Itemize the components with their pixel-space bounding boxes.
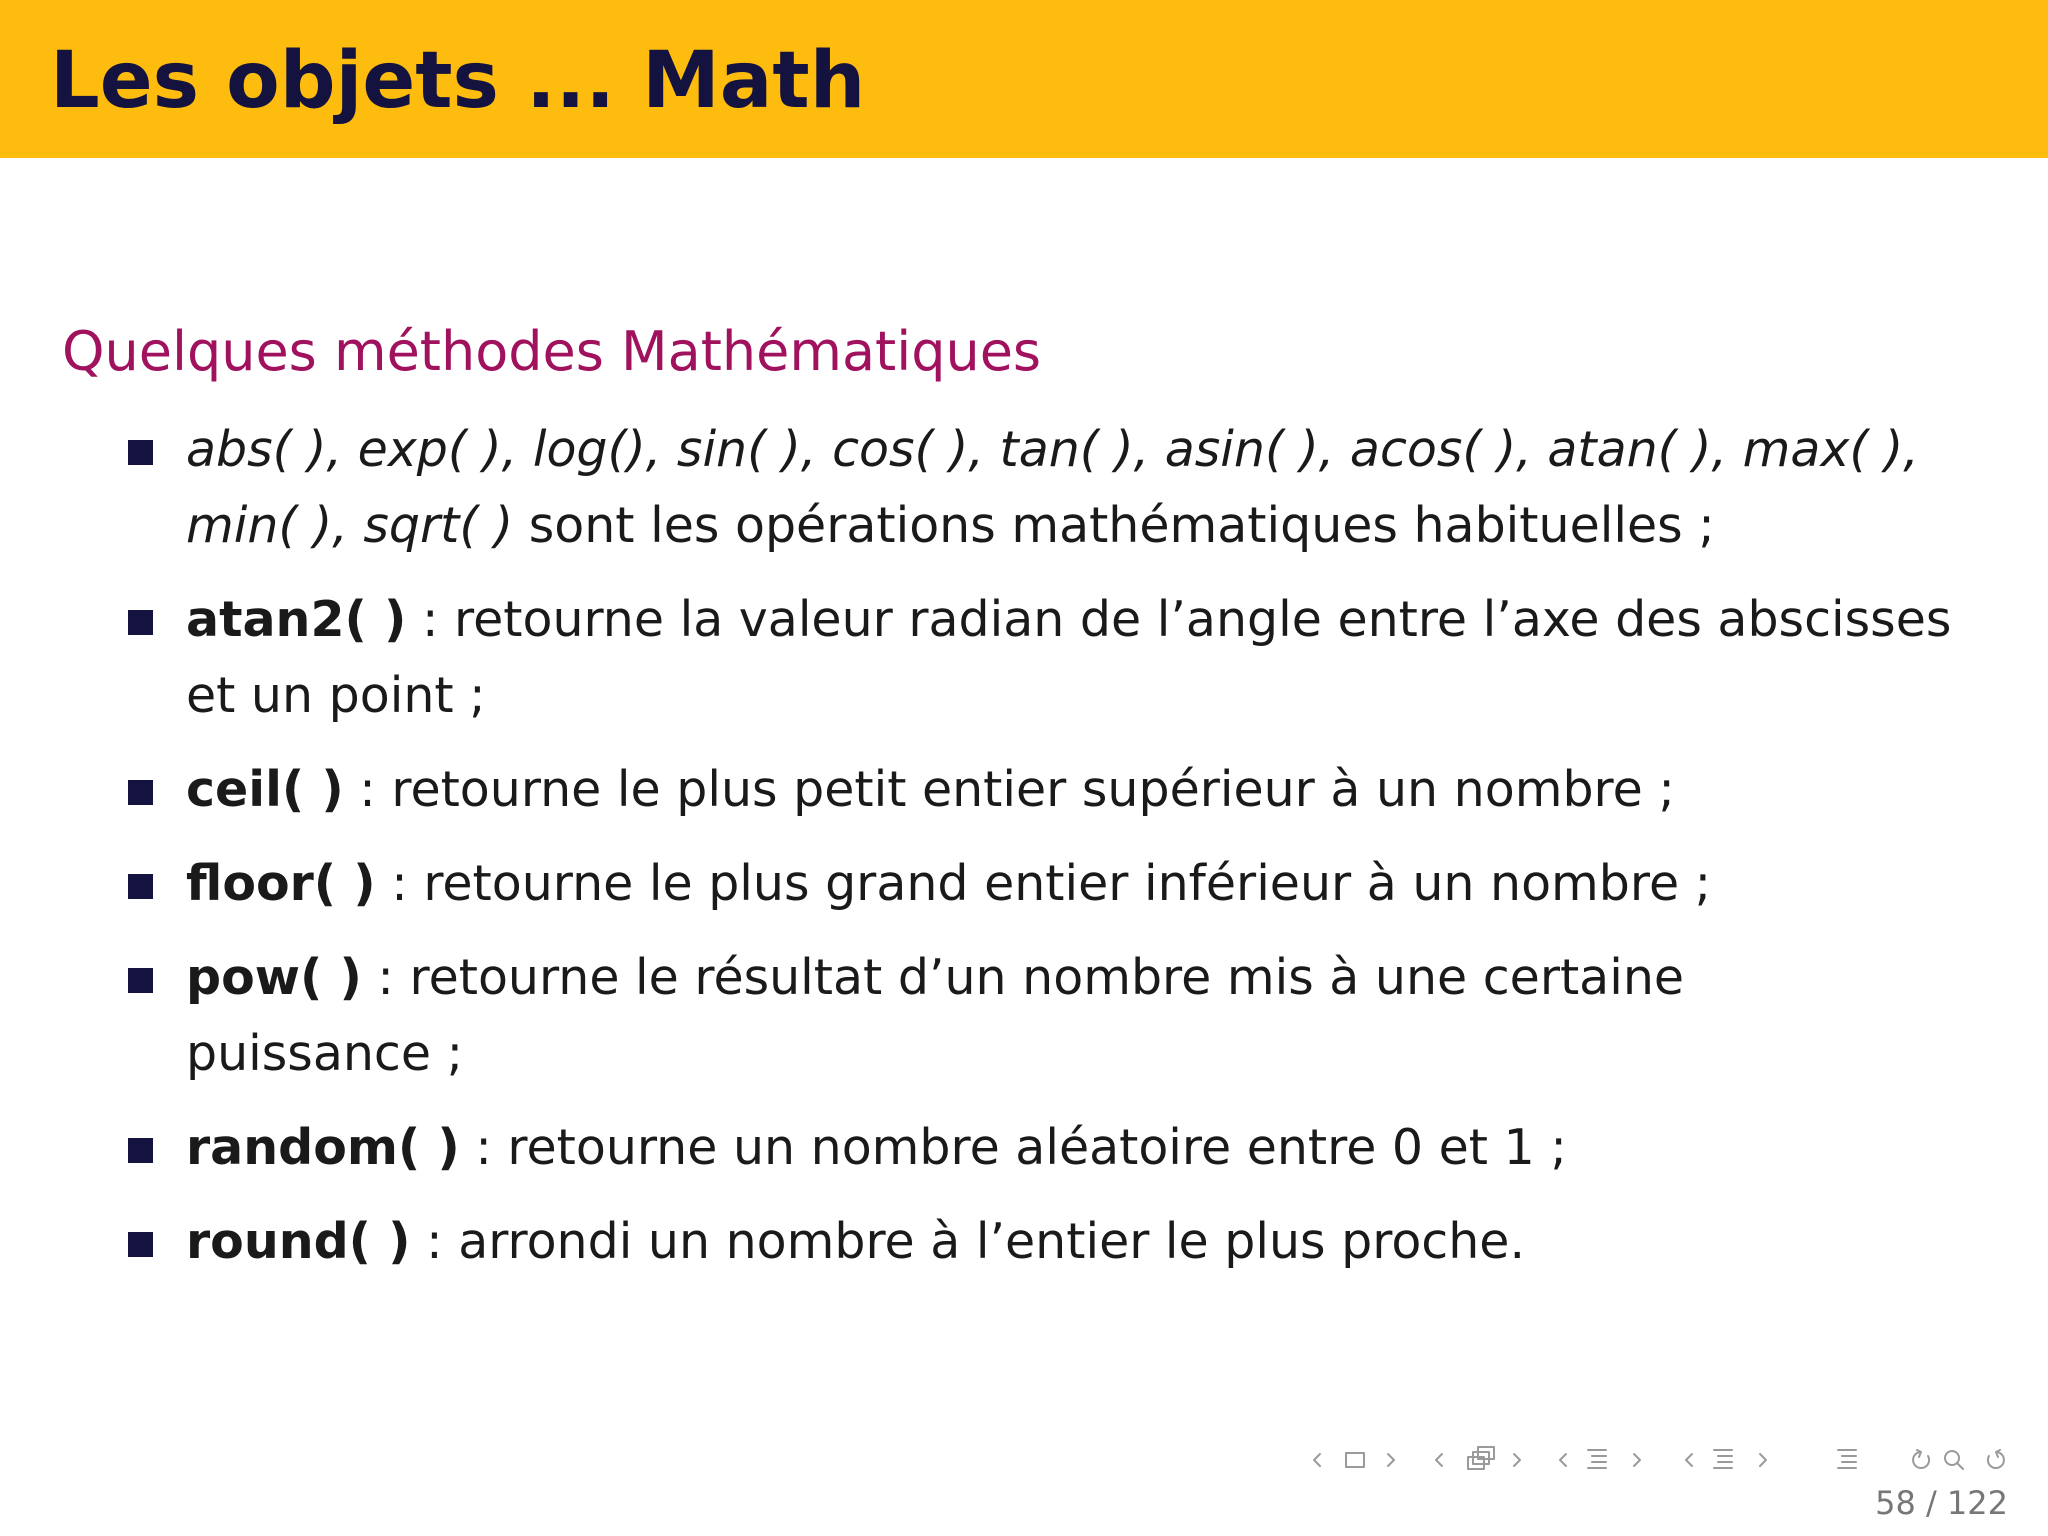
bullet-square-icon <box>128 780 153 805</box>
item-method-name: round( ) <box>186 1213 411 1270</box>
item-method-name: random( ) <box>186 1119 460 1176</box>
subsection-icon <box>1468 1447 1494 1469</box>
back-icon <box>1913 1450 1929 1468</box>
next-section-arrow-icon <box>1634 1454 1640 1466</box>
section-icon <box>1588 1450 1606 1468</box>
frame-navigation[interactable] <box>1314 1453 1394 1467</box>
bullet-square-icon <box>128 968 153 993</box>
item-method-name: atan2( ) <box>186 591 407 648</box>
frame-icon <box>1346 1453 1364 1467</box>
block-title: Quelques méthodes Mathématiques <box>62 320 1042 383</box>
slide-title: Les objets ... Math <box>50 36 866 126</box>
section-navigation[interactable] <box>1560 1450 1640 1468</box>
list-item-ceil <box>0 752 2006 828</box>
bullet-square-icon <box>128 1232 153 1257</box>
title-bar <box>0 0 2048 158</box>
appendix-icon[interactable] <box>1838 1450 1856 1468</box>
bullet-square-icon <box>128 874 153 899</box>
item-description: sont les opérations mathématiques habituelles ; <box>513 497 1715 554</box>
item-functions: abs( ), exp( ), log(), sin( ), cos( ), tan( ), asin( ), acos( ), atan( ), max( ), min( ), sqrt( ) <box>186 421 1919 554</box>
item-description: : arrondi un nombre à l’entier le plus proche. <box>410 1213 1526 1270</box>
prev-subsection-arrow-icon <box>1436 1454 1442 1466</box>
item-description: : retourne le plus grand entier inférieur à un nombre ; <box>375 855 1712 912</box>
list-item-pow <box>0 940 1806 1092</box>
item-description: : retourne le résultat d’un nombre mis à une certaine puissance ; <box>186 949 1685 1082</box>
prev-section-arrow-icon <box>1560 1454 1566 1466</box>
next-document-arrow-icon <box>1760 1454 1766 1466</box>
list-item-round <box>0 1204 2006 1280</box>
list-item-floor <box>0 846 2006 922</box>
list-item-atan2 <box>0 582 2006 734</box>
item-method-name: ceil( ) <box>186 761 344 818</box>
list-item-common-functions <box>0 412 2006 564</box>
document-icon <box>1714 1450 1732 1468</box>
page-number: 58 / 122 <box>1875 1484 2008 1522</box>
next-frame-arrow-icon <box>1388 1454 1394 1466</box>
beamer-navigation-bar <box>1306 1440 2026 1480</box>
item-description: : retourne le plus petit entier supérieur à un nombre ; <box>343 761 1675 818</box>
forward-icon <box>1988 1450 2004 1468</box>
item-description: : retourne la valeur radian de l’angle entre l’axe des abscisses et un point ; <box>186 591 1952 724</box>
search-icon <box>1945 1451 1963 1469</box>
prev-frame-arrow-icon <box>1314 1454 1320 1466</box>
item-description: : retourne un nombre aléatoire entre 0 et 1 ; <box>459 1119 1567 1176</box>
search-controls[interactable] <box>1913 1450 2004 1469</box>
item-method-name: pow( ) <box>186 949 362 1006</box>
subsection-navigation[interactable] <box>1436 1447 1520 1469</box>
bullet-square-icon <box>128 610 153 635</box>
document-navigation[interactable] <box>1686 1450 1766 1468</box>
next-subsection-arrow-icon <box>1514 1454 1520 1466</box>
item-method-name: floor( ) <box>186 855 376 912</box>
bullet-square-icon <box>128 1138 153 1163</box>
method-list <box>0 412 2048 1298</box>
bullet-square-icon <box>128 440 153 465</box>
prev-document-arrow-icon <box>1686 1454 1692 1466</box>
list-item-random <box>0 1110 2006 1186</box>
